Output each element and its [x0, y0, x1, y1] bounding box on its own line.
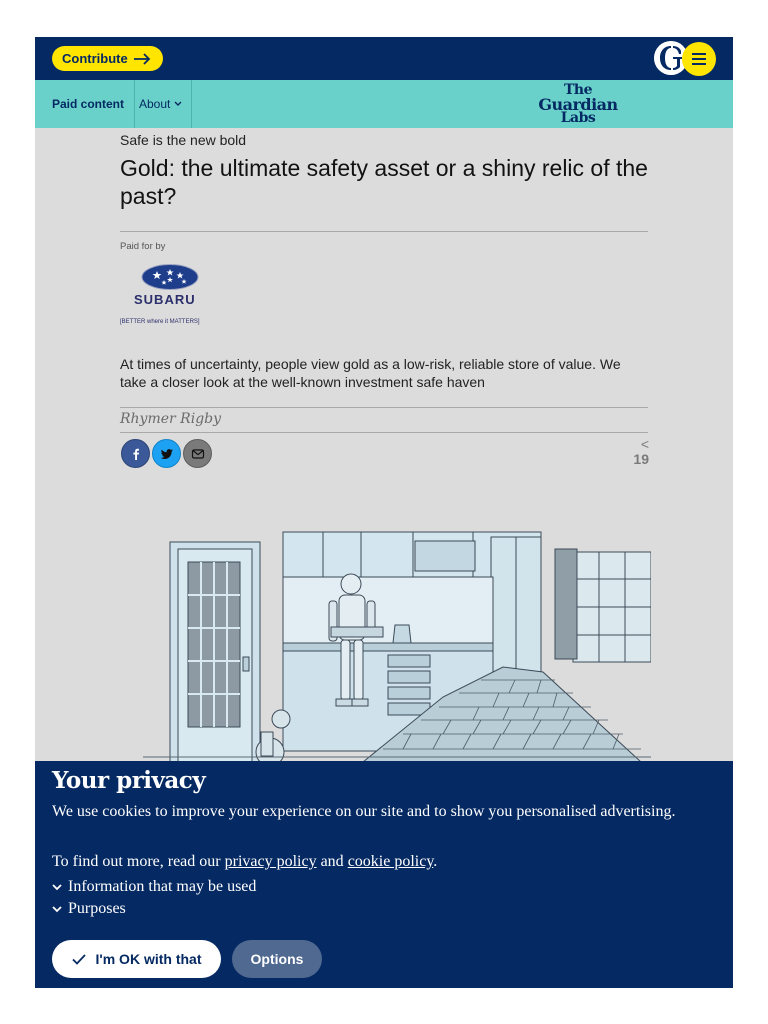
divider — [120, 407, 648, 408]
labs-bar — [35, 80, 733, 128]
share-count — [627, 437, 649, 467]
check-icon — [72, 954, 86, 965]
share-arrow-icon: < — [640, 436, 649, 452]
guardian-labs-logo[interactable] — [537, 84, 619, 125]
paid-for-label: Paid for by — [120, 241, 166, 252]
privacy-text-suffix: . — [433, 853, 438, 870]
contribute-button[interactable] — [52, 46, 163, 71]
privacy-links-text — [52, 851, 692, 872]
about-dropdown[interactable] — [130, 80, 192, 128]
disclosure-information-label: Information that may be used — [68, 878, 257, 895]
twitter-icon — [160, 447, 174, 461]
sponsor-tagline: [BETTER where it MATTERS] — [120, 319, 200, 325]
chevron-down-icon — [174, 101, 182, 107]
chevron-down-icon — [52, 905, 62, 913]
arrow-right-icon — [133, 53, 151, 65]
cookie-options-button[interactable]: Options — [232, 940, 322, 978]
divider — [120, 231, 648, 232]
article-standfirst: At times of uncertainty, people view gold as a low-risk, reliable store of value. We take a closer look at the well-known investment safe haven — [120, 356, 621, 390]
privacy-text-prefix: To find out more, read our — [52, 853, 225, 870]
page-title: Gold: the ultimate safety asset or a shiny relic of the past? — [120, 155, 648, 209]
menu-line — [692, 63, 706, 65]
article-illustration — [143, 527, 651, 762]
disclosure-purposes-label: Purposes — [68, 900, 126, 917]
contribute-label: Contribute — [62, 51, 128, 66]
privacy-text: We use cookies to improve your experience on our site and to show you personalised advertising. — [52, 803, 676, 820]
subaru-stars-icon — [140, 263, 200, 291]
menu-line — [692, 53, 706, 55]
byline[interactable]: Rhymer Rigby — [120, 411, 222, 427]
privacy-title: Your privacy — [52, 767, 206, 794]
divider — [120, 432, 648, 433]
about-label: About — [139, 97, 171, 111]
privacy-text-middle: and — [316, 853, 348, 870]
privacy-policy-link[interactable]: privacy policy — [224, 853, 317, 870]
menu-line — [692, 58, 706, 60]
article-kicker: Safe is the new bold — [120, 132, 247, 148]
chevron-down-icon — [52, 883, 62, 891]
disclosure-information[interactable] — [52, 878, 256, 896]
facebook-icon — [129, 447, 143, 461]
page-frame — [35, 37, 733, 988]
disclosure-purposes[interactable] — [52, 900, 126, 918]
cookie-policy-link[interactable]: cookie policy — [347, 853, 434, 870]
paid-content-link[interactable]: Paid content — [35, 80, 135, 128]
labs-logo-line: Labs — [560, 110, 596, 126]
menu-button[interactable] — [682, 42, 716, 76]
share-email-button[interactable] — [183, 439, 212, 468]
share-count-value: 19 — [633, 451, 649, 467]
accept-cookies-label: I'm OK with that — [95, 951, 202, 967]
top-bar — [35, 37, 733, 80]
accept-cookies-button[interactable] — [52, 940, 221, 978]
email-icon — [191, 447, 205, 461]
share-facebook-button[interactable] — [121, 439, 150, 468]
labs-logo-line: Guardian — [538, 95, 618, 114]
sponsor-logo[interactable] — [120, 261, 230, 331]
labs-logo-line: The — [563, 82, 592, 98]
sponsor-name: SUBARU — [134, 292, 196, 307]
privacy-banner — [35, 761, 733, 988]
share-twitter-button[interactable] — [152, 439, 181, 468]
